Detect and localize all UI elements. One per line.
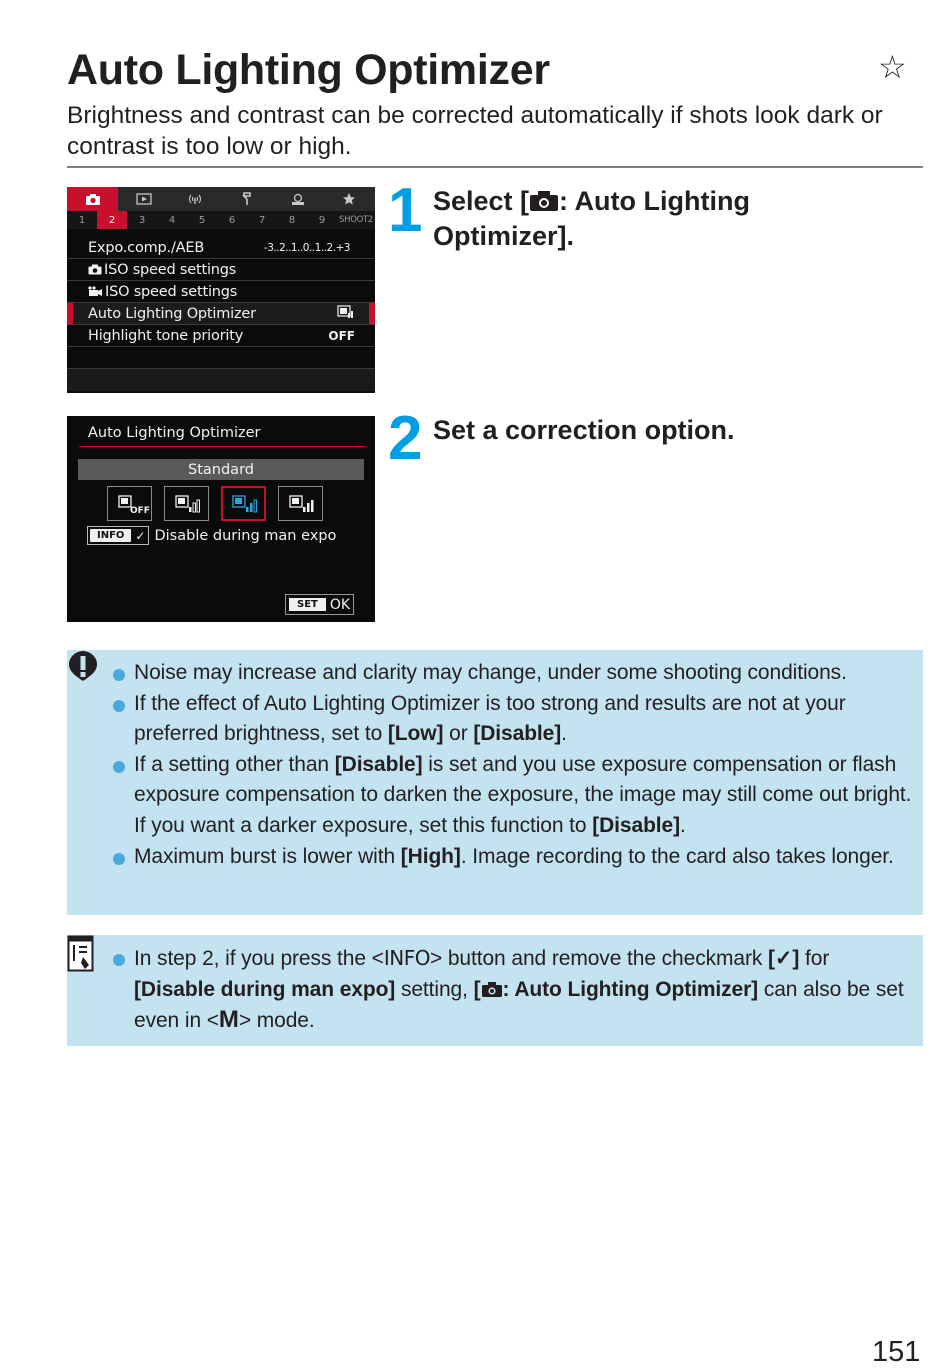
intro-text: Brightness and contrast can be corrected automatically if shots look dark or contrast is too low or high. [67,102,883,160]
checkmark-icon: ✓ [135,528,146,543]
menu-row-label: Highlight tone priority [88,327,244,344]
alo-high-icon [278,486,323,521]
list-item: In step 2, if you press the <INFO> button and remove the checkmark [✓] for [Disable during man expo] setting, [ : Auto Lighting Optimizer] can also be set even in <M> mode. [112,943,912,1037]
subtab-9: 9 [318,214,326,226]
camera-menu-screen [67,187,375,393]
subtab-page-label: SHOOT2 [339,215,373,225]
step-2-text: Set a correction option. [433,415,735,445]
list-item: Noise may increase and clarity may change, under some shooting conditions. [112,658,912,689]
disable-during-man-expo-row [87,526,336,545]
page-title: Auto Lighting Optimizer [67,46,550,94]
subtab-1: 1 [78,214,86,226]
header-divider [67,166,923,168]
menu-row-empty [67,347,375,369]
alo-settings-screen [67,416,375,622]
alo-low-icon [164,486,209,521]
step-1-text: Select [ : Auto Lighting Optimizer]. [433,186,750,251]
set-ok-indicator [285,594,354,615]
menu-tabs [67,187,375,211]
subtab-4: 4 [168,214,176,226]
subtab-7: 7 [258,214,266,226]
memo-box [67,935,923,1046]
camera-icon [481,981,503,998]
info-tag: INFO [90,529,131,542]
subtab-5: 5 [198,214,206,226]
menu-row-label: Expo.comp./AEB [88,239,205,256]
menu-row-expo-comp [67,237,375,259]
list-item: If a setting other than [Disable] is set and you use exposure compensation or flash exposure compensation to darken the exposure, the image may still come out bright. If you want a darker exposure, set this function to [Disable]. [112,750,912,842]
menu-row-auto-lighting-optimizer [67,303,375,325]
memo-list [112,943,912,1037]
menu-row-iso-stills [67,259,375,281]
set-tag: SET [289,598,326,611]
menu-row-label: Auto Lighting Optimizer [88,305,256,322]
subtab-8: 8 [288,214,296,226]
camera-icon [529,190,559,212]
menu-row-empty [67,369,375,391]
memo-icon [67,935,95,973]
caution-box [67,650,923,915]
step-2-number: 2 [388,404,423,473]
info-text: Disable during man expo [154,527,337,544]
step-1-number: 1 [388,176,423,245]
menu-row-label: ISO speed settings [105,283,238,300]
playback-tab-icon [118,187,169,211]
info-button-indicator [87,526,149,545]
subtab-3: 3 [138,214,146,226]
alo-standard-icon [221,486,266,521]
ok-label: OK [329,596,351,613]
movie-icon [88,286,103,297]
list-item: If the effect of Auto Lighting Optimizer is too strong and results are not at your preferred brightness, set to [Low] or [Disable]. [112,689,912,750]
option-icons [107,486,323,521]
svg-text:OFF: OFF [129,505,150,516]
wireless-tab-icon [170,187,221,211]
subtab-6: 6 [228,214,236,226]
screen-title: Auto Lighting Optimizer [88,425,261,441]
alo-standard-icon [337,305,355,322]
expo-scale: -3..2..1..0..1..2.+3 [263,241,350,254]
menu-row-iso-movie [67,281,375,303]
custom-tab-icon [272,187,323,211]
title-underline [79,446,365,447]
subtab-2: 2 [97,211,127,229]
menu-row-value: OFF [328,328,355,343]
camera-icon [88,264,102,275]
caution-list [112,658,912,872]
alo-off-icon [107,486,152,521]
caution-icon [67,650,99,682]
mymenu-tab-star-icon [324,187,375,211]
setup-tab-wrench-icon [221,187,272,211]
menu-row-highlight-tone [67,325,375,347]
menu-subtabs [67,211,375,229]
star-icon: ☆ [878,49,907,85]
shoot-tab-camera-icon [67,187,118,211]
selected-option-bar: Standard [78,459,364,480]
page-number: 151 [872,1336,921,1368]
menu-row-label: ISO speed settings [104,261,237,278]
list-item: Maximum burst is lower with [High]. Image recording to the card also takes longer. [112,842,912,873]
